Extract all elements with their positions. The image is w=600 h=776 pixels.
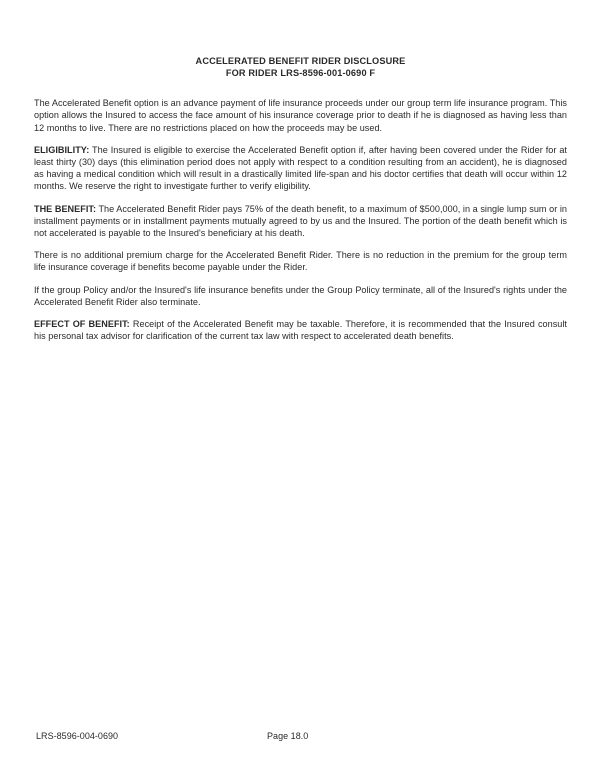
paragraph-lead: THE BENEFIT: (34, 203, 97, 214)
footer-page-number: Page 18.0 (267, 731, 309, 741)
paragraph-text: The Accelerated Benefit option is an advance payment of life insurance proceeds under our group term life insurance program. This option allows the Insured to access the face amount of his insurance coverage prior to death if he is diagnosed as having less than 12 months to live. There are no restrictions placed on how the proceeds may be used. (34, 98, 567, 133)
paragraph-effect-of-benefit (34, 318, 567, 342)
paragraph-lead: ELIGIBILITY: (34, 144, 90, 155)
paragraph-text: If the group Policy and/or the Insured's life insurance benefits under the Group Policy terminate, all of the Insured's rights under the Accelerated Benefit Rider also terminate. (34, 284, 567, 307)
document-title-line-2: FOR RIDER LRS-8596-001-0690 F (225, 67, 376, 78)
paragraph-the-benefit (34, 203, 567, 240)
paragraph-text: The Insured is eligible to exercise the Accelerated Benefit option if, after having been covered under the Rider for at least thirty (30) days (this elimination period does not apply with respect to a condition resulting from an accident), he is diagnosed as having a medical condition which will result in a drastically limited life-span and his doctor certifies that death will occur within 12 months. We reserve the right to investigate further to verify eligibility. (34, 144, 567, 192)
footer-form-code: LRS-8596-004-0690 (36, 731, 119, 741)
paragraph-text: Receipt of the Accelerated Benefit may be taxable. Therefore, it is recommended that the Insured consult his personal tax advisor for clarification of the current tax law with respect to accelerated death benefits. (34, 319, 567, 342)
paragraph-termination (34, 284, 567, 308)
paragraph-premium (34, 249, 567, 273)
page-footer (34, 730, 567, 742)
paragraph-lead: EFFECT OF BENEFIT: (34, 319, 130, 330)
paragraph-eligibility (34, 144, 567, 193)
document-title (34, 56, 567, 79)
document-body (34, 56, 567, 342)
paragraph-text: There is no additional premium charge for the Accelerated Benefit Rider. There is no reduction in the premium for the group term life insurance coverage if benefits become payable under the Rider. (34, 250, 567, 273)
paragraph-text: The Accelerated Benefit Rider pays 75% of the death benefit, to a maximum of $500,000, in a single lump sum or in installment payments or in installment payments mutually agreed to by us and the Insured. The portion of the death benefit which is not accelerated is payable to the Insured's beneficiary at his death. (34, 203, 567, 239)
paragraph-overview (34, 97, 567, 134)
paragraph-list (34, 97, 567, 342)
document-title-line-1: ACCELERATED BENEFIT RIDER DISCLOSURE (195, 56, 406, 66)
